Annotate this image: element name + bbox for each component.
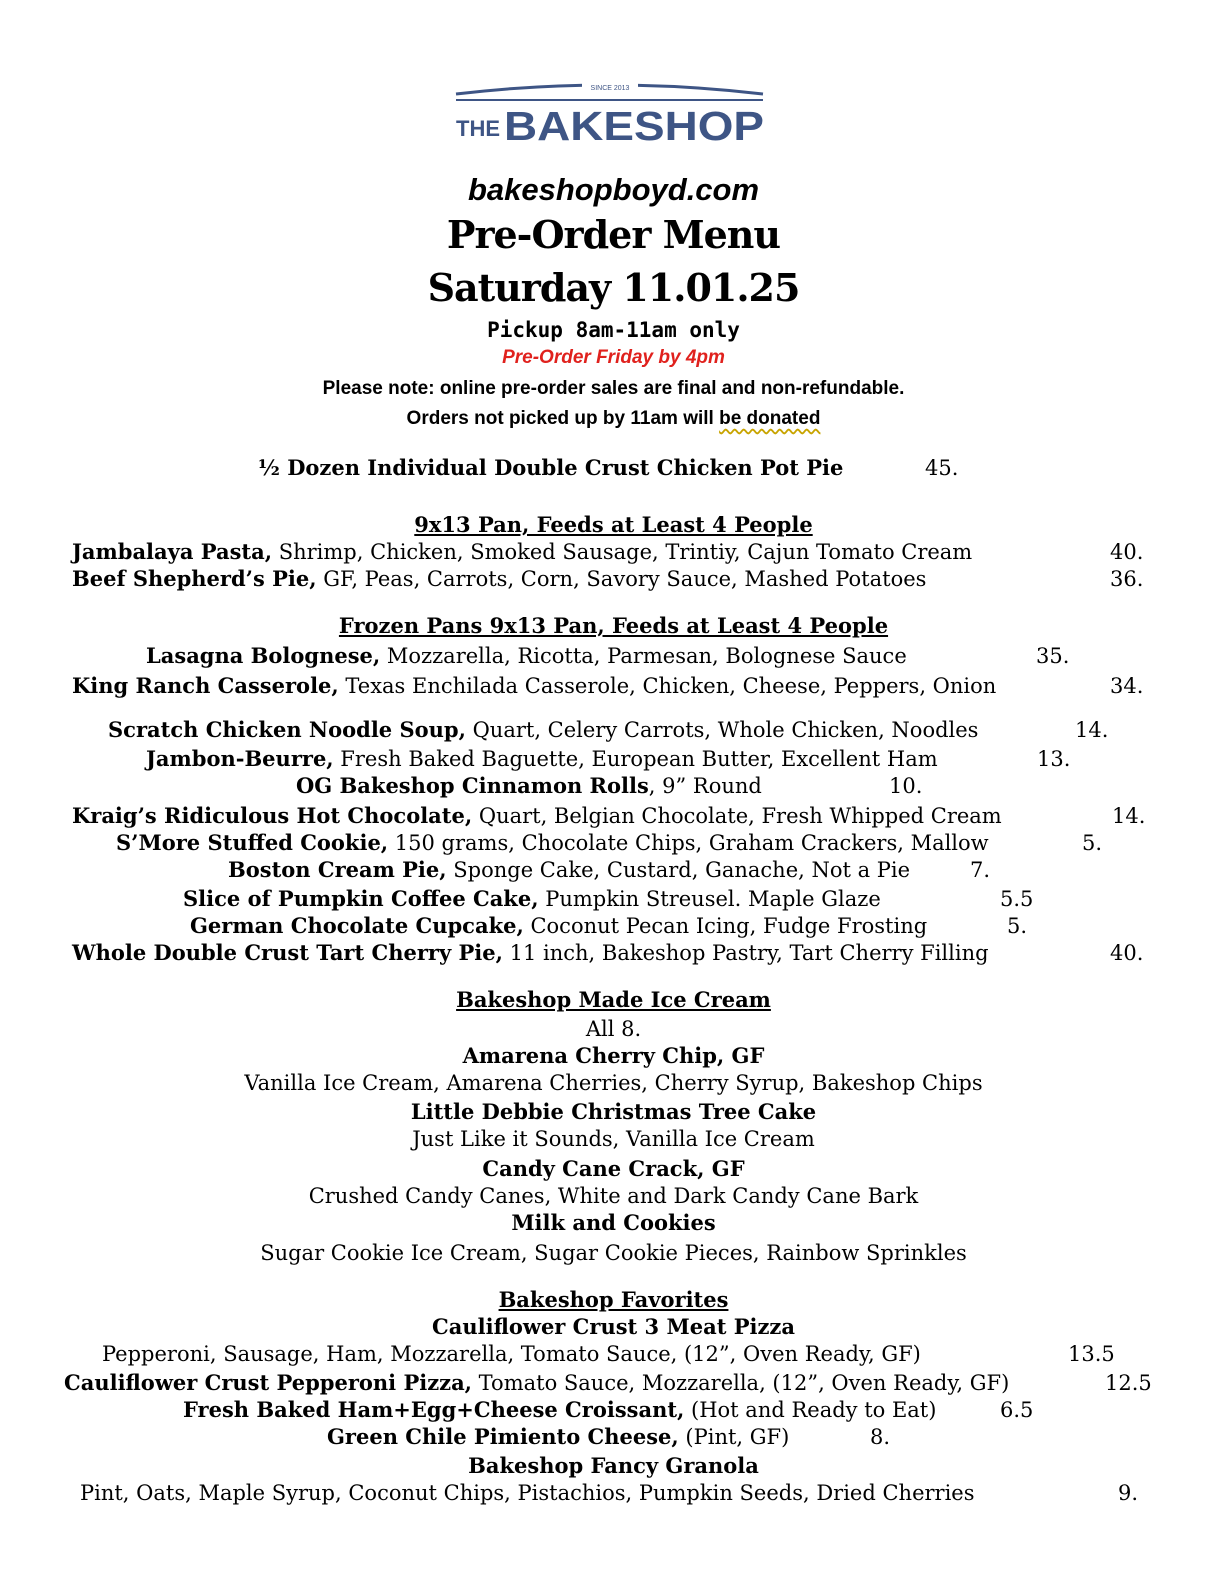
price-croissant: 6.5 [1000, 1398, 1034, 1422]
price-boston-cream-pie: 7. [970, 858, 991, 882]
price-jambalaya: 40. [1110, 540, 1144, 564]
menu-item-hot-chocolate: Kraig’s Ridiculous Hot Chocolate, Quart, Belgian Chocolate, Fresh Whipped Cream [72, 803, 1002, 828]
icecream-section-heading: Bakeshop Made Ice Cream [456, 987, 771, 1012]
menu-item-king-ranch: King Ranch Casserole, Texas Enchilada Casserole, Chicken, Cheese, Peppers, Onion [72, 673, 997, 698]
preorder-deadline: Pre-Order Friday by 4pm [502, 347, 725, 368]
flavor-name: Milk and Cookies [511, 1210, 716, 1235]
flavor-name: Little Debbie Christmas Tree Cake [410, 1099, 817, 1124]
flavor-desc: Crushed Candy Canes, White and Dark Candy Cane Bark [308, 1184, 919, 1208]
bakeshop-logo [452, 74, 767, 154]
svg-text:THE: THE [456, 116, 500, 141]
flavor-desc: Just Like it Sounds, Vanilla Ice Cream [412, 1127, 815, 1151]
menu-item-croissant: Fresh Baked Ham+Egg+Cheese Croissant, (Hot and Ready to Eat) [183, 1397, 937, 1422]
menu-item-granola: Bakeshop Fancy Granola [468, 1453, 759, 1478]
price-king-ranch: 34. [1110, 674, 1144, 698]
menu-item-chicken-soup: Scratch Chicken Noodle Soup, Quart, Celery Carrots, Whole Chicken, Noodles [108, 717, 979, 742]
flavor-desc: Sugar Cookie Ice Cream, Sugar Cookie Pieces, Rainbow Sprinkles [260, 1241, 967, 1265]
pan-section-heading: 9x13 Pan, Feeds at Least 4 People [414, 512, 813, 537]
price-granola: 9. [1118, 1481, 1139, 1505]
price-lasagna: 35. [1036, 644, 1070, 668]
menu-item-boston-cream-pie: Boston Cream Pie, Sponge Cake, Custard, Ganache, Not a Pie [228, 857, 911, 882]
menu-item-smore-cookie: S’More Stuffed Cookie, 150 grams, Chocolate Chips, Graham Crackers, Mallow [116, 830, 989, 855]
icecream-price-note: All 8. [585, 1017, 642, 1041]
pickup-hours: Pickup 8am-11am only [487, 318, 740, 342]
price-german-cupcake: 5. [1007, 914, 1028, 938]
favorites-section-heading: Bakeshop Favorites [498, 1287, 729, 1312]
menu-date: Saturday 11.01.25 [427, 265, 800, 310]
svg-text:SINCE 2013: SINCE 2013 [590, 85, 630, 92]
potpie-item: ½ Dozen Individual Double Crust Chicken Pot Pie [258, 455, 844, 480]
potpie-price: 45. [925, 456, 959, 480]
flavor-desc: Vanilla Ice Cream, Amarena Cherries, Cherry Syrup, Bakeshop Chips [244, 1071, 983, 1095]
price-cinnamon-rolls: 10. [889, 774, 923, 798]
svg-text:BAKESHOP: BAKESHOP [504, 103, 764, 149]
price-pepperoni-pizza: 12.5 [1105, 1371, 1152, 1395]
menu-item-3meat-pizza: Cauliflower Crust 3 Meat Pizza [432, 1314, 795, 1339]
price-pumpkin-coffee-cake: 5.5 [1000, 887, 1034, 911]
price-jambon-beurre: 13. [1037, 747, 1071, 771]
price-hot-chocolate: 14. [1112, 804, 1146, 828]
menu-item-cherry-pie: Whole Double Crust Tart Cherry Pie, 11 inch, Bakeshop Pastry, Tart Cherry Filling [72, 940, 989, 965]
price-3meat-pizza: 13.5 [1068, 1342, 1115, 1366]
flavor-name: Amarena Cherry Chip, GF [462, 1043, 765, 1068]
menu-item-german-cupcake: German Chocolate Cupcake, Coconut Pecan Icing, Fudge Frosting [190, 913, 928, 938]
website-url[interactable]: bakeshopboyd.com [467, 172, 760, 207]
granola-desc: Pint, Oats, Maple Syrup, Coconut Chips, Pistachios, Pumpkin Seeds, Dried Cherries [80, 1481, 975, 1505]
price-smore-cookie: 5. [1082, 831, 1103, 855]
page-title: Pre-Order Menu [446, 212, 781, 257]
menu-item-lasagna: Lasagna Bolognese, Mozzarella, Ricotta, Parmesan, Bolognese Sauce [146, 643, 907, 668]
refund-note: Please note: online pre-order sales are final and non-refundable. [322, 378, 905, 399]
menu-item-pumpkin-coffee-cake: Slice of Pumpkin Coffee Cake, Pumpkin Streusel. Maple Glaze [183, 886, 881, 911]
price-shepherds-pie: 36. [1110, 567, 1144, 591]
menu-item-pepperoni-pizza: Cauliflower Crust Pepperoni Pizza, Tomato Sauce, Mozzarella, (12”, Oven Ready, GF) [64, 1370, 1010, 1395]
flavor-name: Candy Cane Crack, GF [482, 1156, 745, 1181]
menu-item-jambon-beurre: Jambon-Beurre, Fresh Baked Baguette, European Butter, Excellent Ham [146, 746, 938, 771]
menu-item-cinnamon-rolls: OG Bakeshop Cinnamon Rolls, 9” Round [296, 773, 762, 798]
frozen-section-heading: Frozen Pans 9x13 Pan, Feeds at Least 4 People [338, 613, 889, 638]
menu-item-jambalaya: Jambalaya Pasta, Shrimp, Chicken, Smoked Sausage, Trintiy, Cajun Tomato Cream [72, 539, 973, 564]
donation-note: Orders not picked up by 11am will be donated [406, 408, 821, 429]
price-pimiento-cheese: 8. [870, 1425, 891, 1449]
menu-item-shepherds-pie: Beef Shepherd’s Pie, GF, Peas, Carrots, Corn, Savory Sauce, Mashed Potatoes [72, 566, 927, 591]
menu-item-pimiento-cheese: Green Chile Pimiento Cheese, (Pint, GF) [327, 1424, 790, 1449]
pizza-3meat-desc: Pepperoni, Sausage, Ham, Mozzarella, Tomato Sauce, (12”, Oven Ready, GF) [102, 1342, 921, 1366]
price-chicken-soup: 14. [1075, 718, 1109, 742]
price-cherry-pie: 40. [1110, 941, 1144, 965]
